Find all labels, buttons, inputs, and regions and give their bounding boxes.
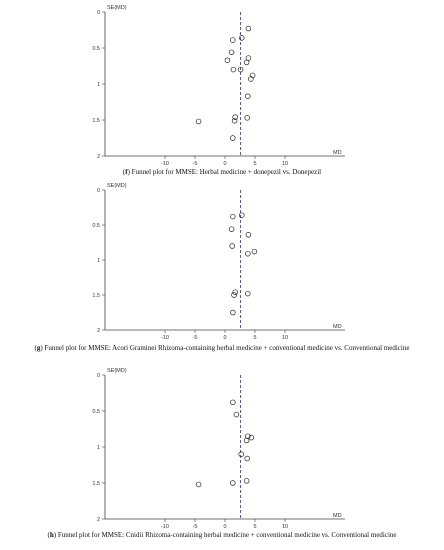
x-axis-label: MD xyxy=(333,324,342,330)
study-point xyxy=(246,232,251,237)
y-tick-label: 2 xyxy=(96,517,100,523)
study-point xyxy=(245,251,250,256)
study-point xyxy=(244,60,249,65)
study-point xyxy=(225,58,230,63)
y-tick-label: 1 xyxy=(96,445,100,451)
study-point xyxy=(230,244,235,249)
x-tick-label: 0 xyxy=(223,335,227,341)
study-point xyxy=(244,438,249,443)
x-tick-label: 5 xyxy=(253,335,257,341)
y-tick-label: 0.5 xyxy=(92,46,100,52)
study-point xyxy=(230,136,235,141)
study-point xyxy=(196,482,201,487)
study-point xyxy=(239,213,244,218)
x-tick-label: 0 xyxy=(223,524,227,530)
y-tick-label: 1.5 xyxy=(92,293,100,299)
y-axis-label: SE(MD) xyxy=(107,368,127,374)
funnel-plot-f xyxy=(0,0,444,165)
caption-h-letter: h xyxy=(49,531,54,539)
caption-g-text: Funnel plot for MMSE: Acori Graminei Rhizoma-containing herbal medicine + conventional medicine vs. Conventional medicine xyxy=(44,344,410,352)
x-tick-label: -10 xyxy=(161,524,169,530)
study-point xyxy=(196,119,201,124)
study-point xyxy=(245,115,250,120)
y-tick-label: 2 xyxy=(96,154,100,160)
study-point xyxy=(245,94,250,99)
study-point xyxy=(232,118,237,123)
y-tick-label: 1.5 xyxy=(92,481,100,487)
caption-f-text: Funnel plot for MMSE: Herbal medicine + donepezil vs. Donepezil xyxy=(131,168,322,176)
study-point xyxy=(245,456,250,461)
caption-f-letter: f xyxy=(125,168,128,176)
x-tick-label: -10 xyxy=(161,161,169,167)
y-tick-label: 0.5 xyxy=(92,409,100,415)
study-point xyxy=(244,478,249,483)
study-point xyxy=(239,36,244,41)
x-tick-label: 10 xyxy=(281,524,289,530)
study-point xyxy=(245,291,250,296)
funnel-plot-h xyxy=(0,366,444,530)
x-tick-label: 10 xyxy=(281,161,289,167)
study-point xyxy=(230,481,235,486)
study-point xyxy=(230,214,235,219)
study-point xyxy=(231,67,236,72)
caption-f: (f) Funnel plot for MMSE: Herbal medicine + donepezil vs. Donepezil xyxy=(122,168,322,176)
caption-h: (h) Funnel plot for MMSE: Cnidii Rhizoma-containing herbal medicine + conventional medicine vs. Conventional medicine xyxy=(47,531,397,539)
study-point xyxy=(229,50,234,55)
y-tick-label: 1 xyxy=(96,82,100,88)
x-tick-label: 5 xyxy=(253,524,257,530)
y-tick-label: 0 xyxy=(96,188,100,194)
y-tick-label: 0.5 xyxy=(92,223,100,229)
y-axis-label: SE(MD) xyxy=(107,5,127,11)
caption-g-letter: g xyxy=(36,344,41,352)
y-tick-label: 0 xyxy=(96,10,100,16)
x-axis-label: MD xyxy=(333,513,342,519)
x-tick-label: -10 xyxy=(161,335,169,341)
study-point xyxy=(233,290,238,295)
study-point xyxy=(234,412,239,417)
y-tick-label: 1 xyxy=(96,258,100,264)
study-point xyxy=(232,293,237,298)
x-tick-label: 0 xyxy=(223,161,227,167)
study-point xyxy=(229,227,234,232)
funnel-plot-g xyxy=(0,178,444,341)
x-axis-label: MD xyxy=(333,150,342,156)
x-tick-label: -5 xyxy=(192,335,198,341)
study-point xyxy=(230,310,235,315)
x-tick-label: -5 xyxy=(192,161,198,167)
caption-g: (g) Funnel plot for MMSE: Acori Graminei Rhizoma-containing herbal medicine + conventional medicine vs. Conventional medicine xyxy=(34,344,410,352)
y-axis-label: SE(MD) xyxy=(107,183,127,189)
y-tick-label: 1.5 xyxy=(92,118,100,124)
study-point xyxy=(252,249,257,254)
study-point xyxy=(230,400,235,405)
y-tick-label: 2 xyxy=(96,328,100,334)
study-point xyxy=(239,452,244,457)
x-tick-label: 5 xyxy=(253,161,257,167)
study-point xyxy=(230,38,235,43)
x-tick-label: -5 xyxy=(192,524,198,530)
x-tick-label: 10 xyxy=(281,335,289,341)
study-point xyxy=(246,26,251,31)
caption-h-text: Funnel plot for MMSE: Cnidii Rhizoma-containing herbal medicine + conventional medicine vs. Conventional medicine xyxy=(57,531,397,539)
y-tick-label: 0 xyxy=(96,373,100,379)
